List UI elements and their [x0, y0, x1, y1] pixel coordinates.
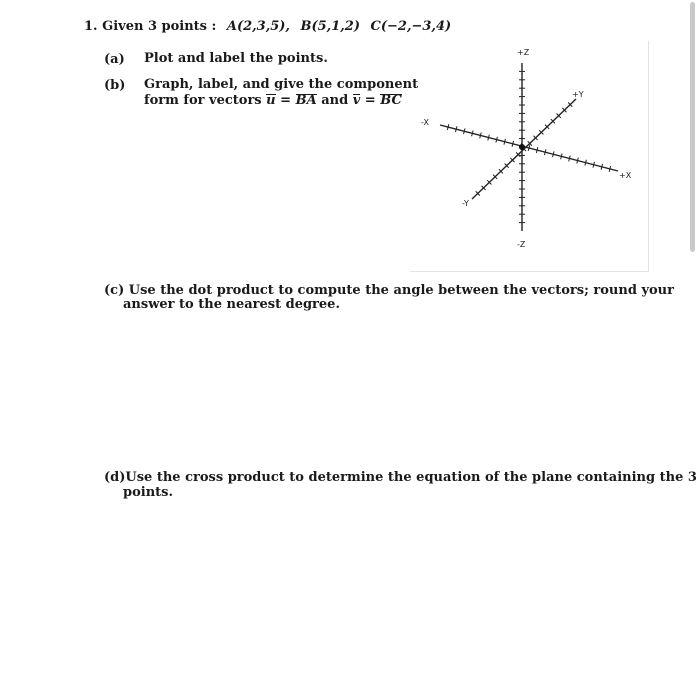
- part-c-line1: (c) Use the dot product to compute the angle between the vectors; round your: [104, 283, 674, 298]
- part-b-line1: Graph, label, and give the component: [144, 77, 419, 92]
- part-b-line2: [144, 93, 402, 109]
- point-c: C(−2,−3,4): [370, 19, 452, 34]
- vertical-scrollbar[interactable]: [690, 2, 695, 252]
- axes-3d-graph: [410, 41, 648, 271]
- and-word: and: [321, 93, 349, 108]
- vector-u: u: [266, 93, 276, 108]
- x-axis-ticks: [447, 124, 610, 172]
- label-neg-x: -X: [421, 118, 429, 127]
- vector-ba: BA: [295, 93, 317, 108]
- part-b-prefix: form for vectors: [144, 93, 262, 108]
- label-pos-y: +Y: [572, 90, 584, 99]
- part-b-label: (b): [104, 78, 126, 93]
- problem-intro: Given 3 points :: [102, 19, 217, 34]
- equals-sign: =: [280, 93, 292, 108]
- part-d-line2: points.: [123, 485, 174, 500]
- part-a-label: (a): [104, 52, 125, 67]
- vector-bc: BC: [380, 93, 402, 108]
- part-c-line2: answer to the nearest degree.: [123, 297, 340, 312]
- label-neg-z: -Z: [517, 240, 526, 249]
- label-pos-z: +Z: [517, 48, 530, 57]
- equals-sign-2: =: [364, 93, 376, 108]
- vector-v: v: [352, 93, 361, 108]
- problem-header: [84, 19, 451, 34]
- point-a: A(2,3,5),: [226, 19, 290, 34]
- part-d-line1: (d)Use the cross product to determine the equation of the plane containing the 3: [104, 470, 697, 485]
- label-pos-x: +X: [619, 171, 632, 180]
- point-b: B(5,1,2): [300, 19, 360, 34]
- problem-number: 1.: [84, 19, 98, 34]
- origin-point: [519, 144, 525, 150]
- label-neg-y: -Y: [462, 199, 469, 208]
- part-a-text: Plot and label the points.: [144, 51, 328, 66]
